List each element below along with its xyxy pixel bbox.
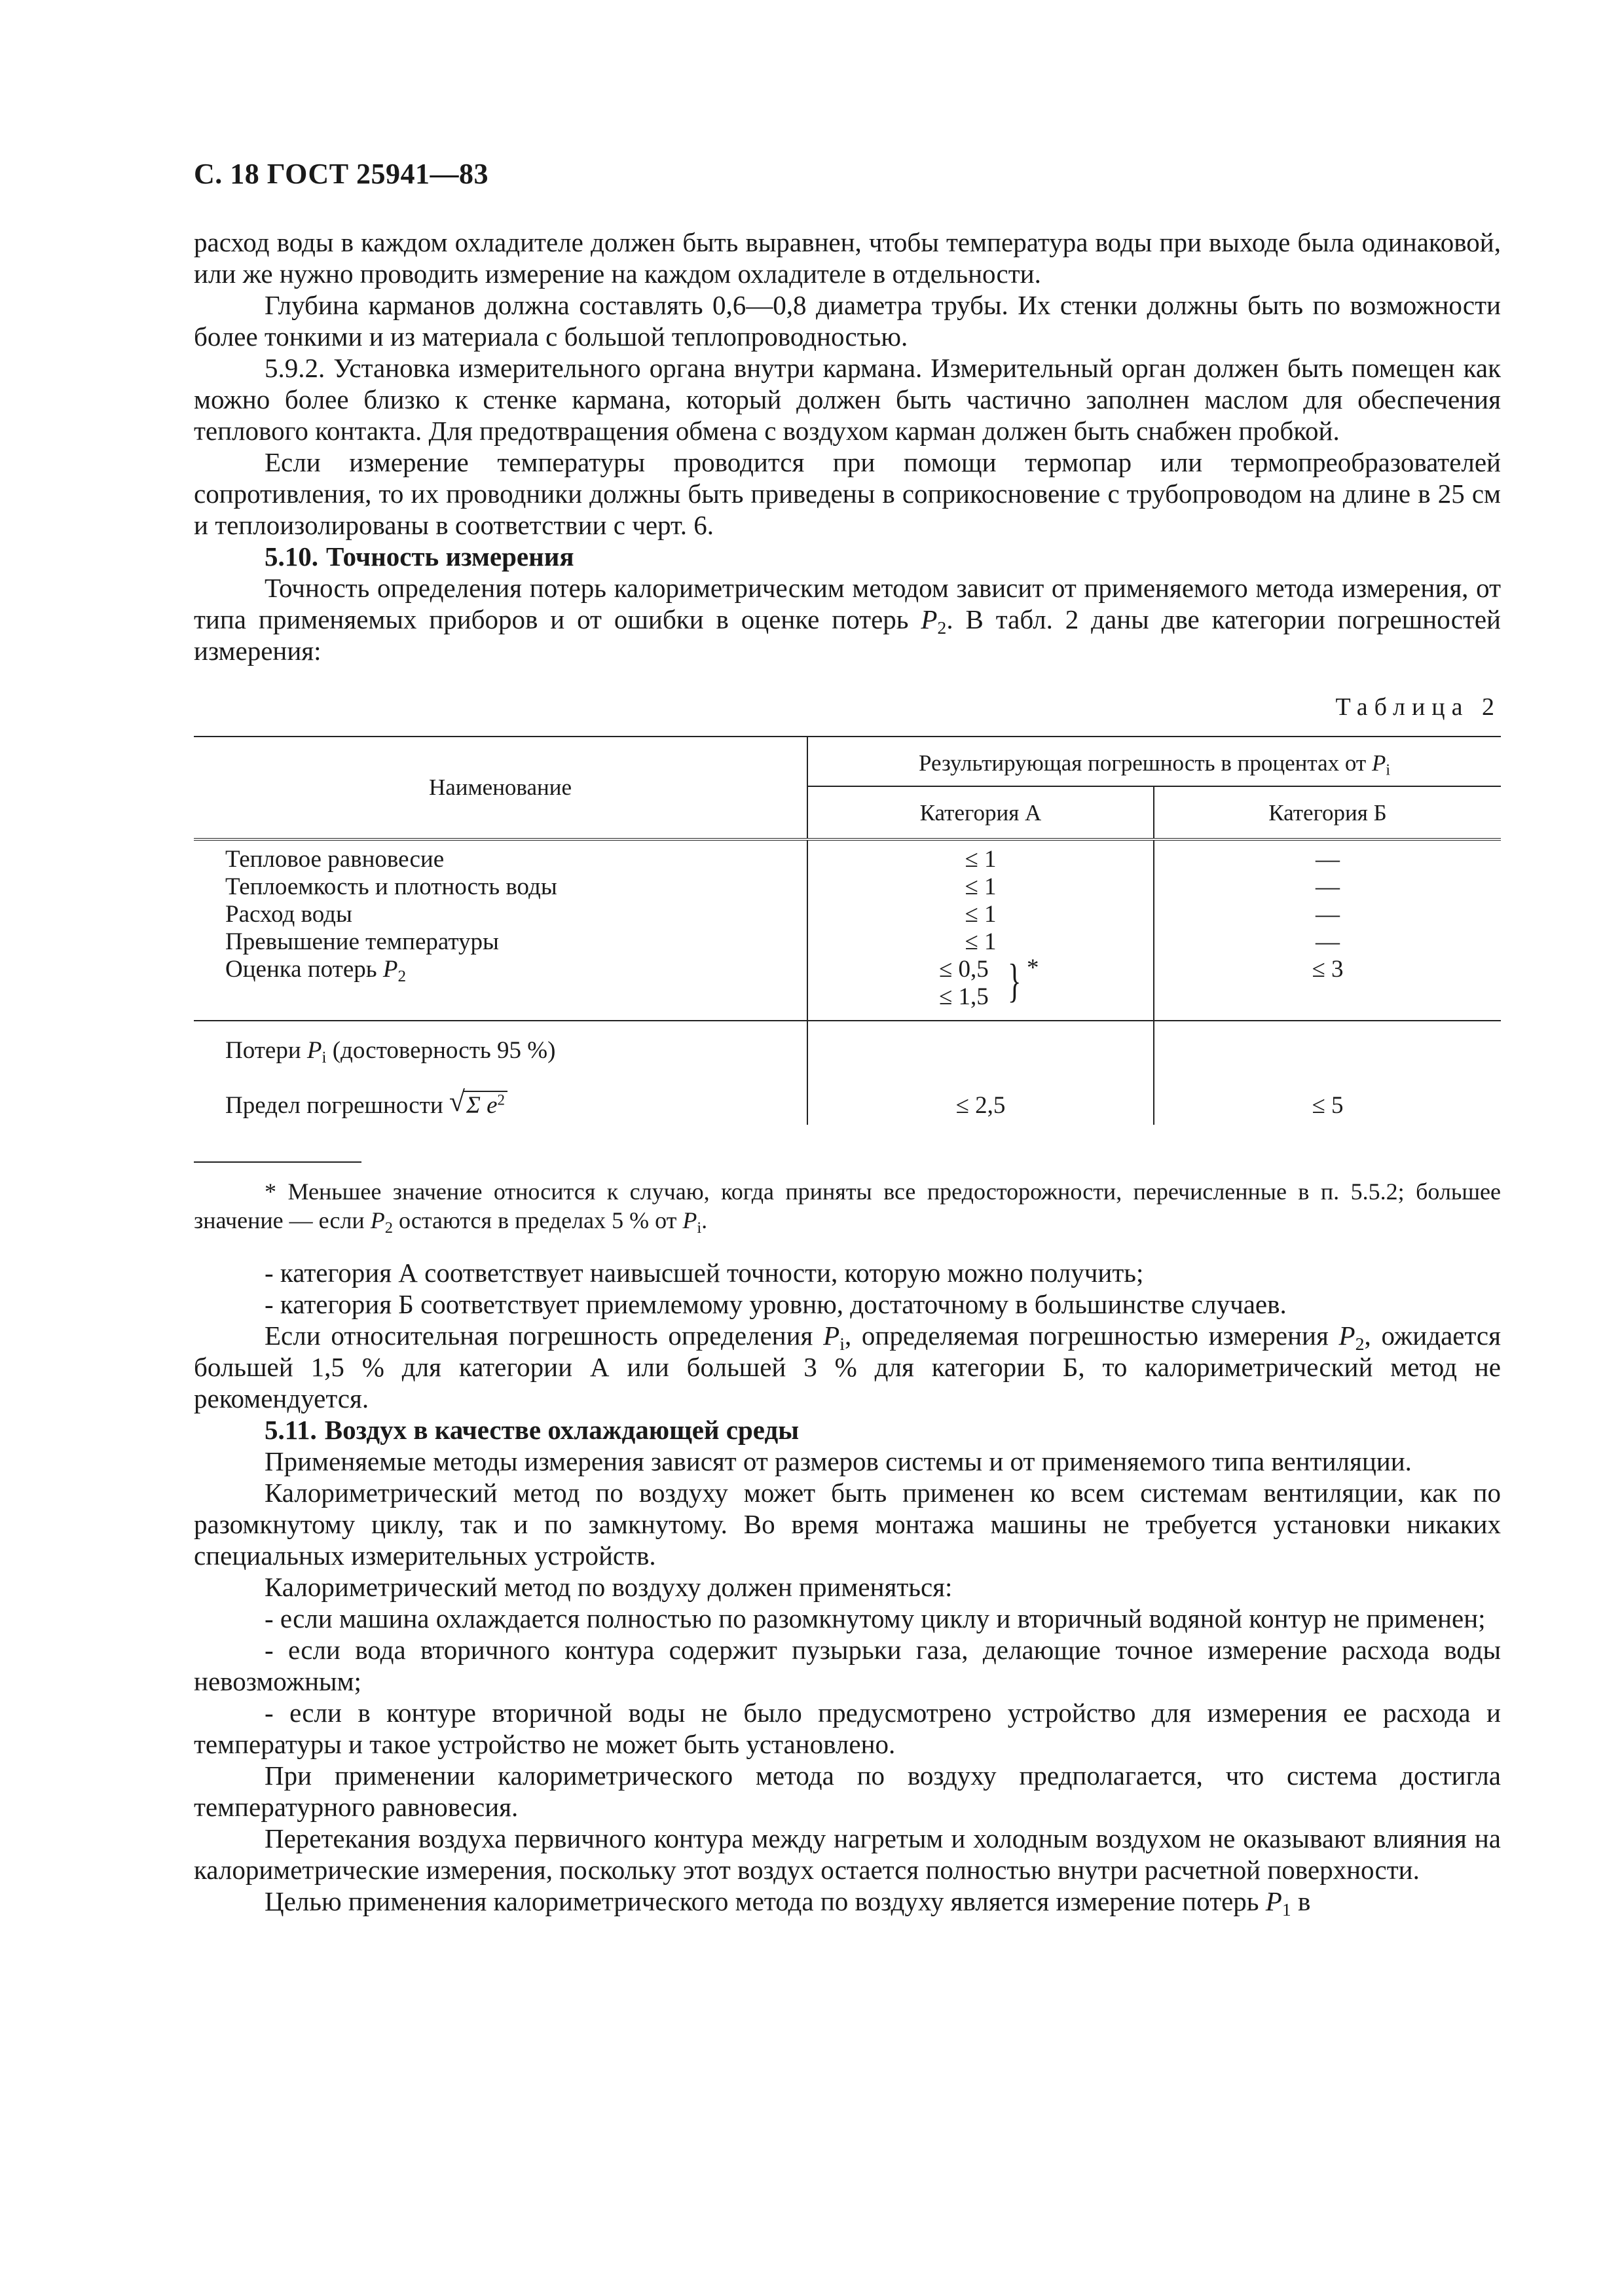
goal-var: P (1265, 1886, 1282, 1916)
losses-var: P (306, 1037, 322, 1064)
footnote-sub1: 2 (384, 1218, 393, 1237)
row-name: Превышение температуры (225, 928, 499, 955)
names-column (194, 841, 808, 1020)
accuracy-text-2: . В табл. 2 даны две категории погрешностей измерения: (194, 604, 1501, 666)
cell-a: ≤ 1 (965, 873, 997, 900)
category-a-note: - категория А соответствует наивысшей точности, которую можно получить; (265, 1258, 1144, 1288)
rel-sub1: i (839, 1334, 845, 1355)
losses-var-sub: i (322, 1049, 327, 1067)
rel-var1: P (823, 1321, 840, 1351)
cell-a: ≤ 1 (965, 846, 997, 873)
limit-text: Предел погрешности (225, 1092, 449, 1119)
paragraph-accuracy (194, 572, 1501, 666)
section-511-heading (194, 1414, 1501, 1446)
header-group-sub: i (1386, 761, 1390, 779)
spacer (808, 1066, 1153, 1091)
totals-b (1154, 1021, 1501, 1125)
paragraph-air-apply: Калориметрический метод по воздуху должен применяться: (265, 1572, 953, 1602)
losses-label (225, 1036, 807, 1066)
paragraph-water-flow: расход воды в каждом охладителе должен быть выравнен, чтобы температура воды при выходе была одинаковой, или же нужно проводить измерение на каждом охладителе в отдельности. (194, 227, 1501, 289)
limit-label (225, 1085, 807, 1121)
category-b-column (1154, 841, 1501, 1020)
apply-item-2: - если вода вторичного контура содержит пузырьки газа, делающие точное измерение расхода воды невозможным; (194, 1635, 1501, 1696)
header-category-b: Категория Б (1268, 800, 1387, 826)
footnote-star: * (1027, 955, 1039, 981)
row-name: Теплоемкость и плотность воды (225, 873, 557, 900)
limit-a: ≤ 2,5 (955, 1092, 1006, 1119)
section-510-number: 5.10. (265, 541, 318, 572)
header-result-group (808, 737, 1501, 787)
table-body (194, 841, 1501, 1125)
paragraph-equilibrium: При применении калориметрического метода по воздуху предполагается, что система достигла температурного равновесия. (194, 1760, 1501, 1822)
header-name: Наименование (194, 737, 808, 838)
footnote-text-3: . (701, 1207, 708, 1233)
losses-text-1: Потери (225, 1037, 307, 1064)
apply-item-3: - если в контуре вторичной воды не было предусмотрено устройство для измерения ее расхода и температуры и такое устройство не может быть установлено. (194, 1698, 1501, 1759)
footnote-rule (194, 1161, 361, 1163)
cell-a-loss-2: ≤ 1,5 (939, 983, 989, 1010)
spacer (1154, 1066, 1501, 1091)
limit-b: ≤ 5 (1312, 1092, 1344, 1119)
cell-a-loss-1: ≤ 0,5 (939, 956, 989, 983)
footnote (194, 1177, 1501, 1235)
table-header (194, 736, 1501, 841)
limit-sup: 2 (497, 1091, 506, 1108)
cell-a: ≤ 1 (965, 901, 997, 928)
header-group-text: Результирующая погрешность в процентах от (919, 750, 1372, 776)
sqrt-sign-icon: √ (449, 1085, 466, 1118)
rel-var2: P (1338, 1321, 1355, 1351)
rel-text-1: Если относительная погрешность определения (265, 1321, 824, 1351)
cell-b-loss: ≤ 3 (1312, 956, 1344, 983)
section-511-number: 5.11. (265, 1415, 317, 1445)
rel-sub2: 2 (1355, 1334, 1365, 1355)
footnote-sub2: i (697, 1218, 702, 1237)
cell-b: — (1316, 873, 1340, 900)
spacer (1154, 1036, 1501, 1066)
category-b-note: - категория Б соответствует приемлемому уровню, достаточному в большинстве случаев. (265, 1289, 1287, 1319)
footnote-var2: P (682, 1207, 697, 1233)
loss-var: P (382, 956, 398, 983)
paragraph-goal (194, 1886, 1501, 1920)
header-group-var: P (1371, 750, 1386, 776)
spacer (808, 1036, 1153, 1066)
cell-a-loss-group (808, 956, 1153, 1011)
footnote-var1: P (370, 1207, 385, 1233)
section-510-heading (194, 541, 1501, 572)
totals-names (194, 1021, 808, 1125)
paragraph-relative-error (194, 1320, 1501, 1414)
loss-name-text: Оценка потерь (225, 956, 383, 983)
cell-b: — (1316, 928, 1340, 955)
paragraph-pocket-depth: Глубина карманов должна составлять 0,6—0,8 диаметра трубы. Их стенки должны быть по возможности более тонкими и из материала с большой теплопроводностью. (194, 290, 1501, 352)
page-header: С. 18 ГОСТ 25941—83 (194, 158, 489, 190)
paragraph-air-method: Калориметрический метод по воздуху может быть применен ко всем системам вентиляции, как по разомкнутому циклу, так и по замкнутому. Во время монтажа машины не требуется установки никаких специальных измерительных устройств. (194, 1478, 1501, 1571)
rel-text-2: , определяемая погрешностью измерения (844, 1321, 1339, 1351)
document-page (194, 155, 1501, 1920)
cell-a: ≤ 1 (965, 928, 997, 955)
cell-b-empty (1154, 983, 1501, 1011)
footnote-text-1: * Меньшее значение относится к случаю, когда приняты все предосторожности, перечисленные в п. 5.5.2; большее значение — если (194, 1178, 1501, 1233)
spacer (225, 1066, 807, 1091)
row-name: Тепловое равновесие (225, 846, 445, 873)
rel-text-3: , ожидается большей 1,5 % для категории А или большей 3 % для категории Б, то калориметрический метод не рекомендуется. (194, 1321, 1501, 1413)
brace-glyph: } (1007, 955, 1022, 1007)
losses-text-2: (достоверность 95 %) (326, 1037, 556, 1064)
cell-b: — (1316, 901, 1340, 928)
sqrt-formula (449, 1085, 507, 1121)
row-name: Расход воды (225, 901, 352, 928)
category-a-column (808, 841, 1154, 1020)
paragraph-air-flow: Перетекания воздуха первичного контура между нагретым и холодным воздухом не оказывают влияния на калориметрические измерения, поскольку этот воздух остается полностью внутри расчетной поверхности. (194, 1823, 1501, 1885)
goal-text-2: в (1291, 1886, 1311, 1916)
header-category-a: Категория А (808, 787, 1154, 838)
paragraph-methods: Применяемые методы измерения зависят от размеров системы и от применяемого типа вентиляции. (265, 1446, 1412, 1476)
loss-var-sub: 2 (397, 968, 407, 986)
goal-sub: 1 (1281, 1899, 1291, 1920)
goal-text-1: Целью применения калориметрического метода по воздуху является измерение потерь (265, 1886, 1266, 1916)
accuracy-text-1: Точность определения потерь калориметрическим методом зависит от применяемого метода измерения, от типа применяемых приборов и от ошибки в оценке потерь (194, 573, 1501, 634)
error-table (194, 736, 1501, 1125)
section-511-title: Воздух в качестве охлаждающей среды (324, 1415, 800, 1445)
cell-b: — (1316, 846, 1340, 873)
apply-item-1: - если машина охлаждается полностью по разомкнутому циклу и вторичный водяной контур не применен; (265, 1603, 1486, 1633)
table-caption: Таблица 2 (1335, 693, 1501, 721)
section-510-title: Точность измерения (326, 541, 574, 572)
paragraph-592: 5.9.2. Установка измерительного органа внутри кармана. Измерительный орган должен быть помещен как можно более близко к стенке кармана, который должен быть частично заполнен маслом для обеспечения теплового контакта. Для предотвращения обмена с воздухом карман должен быть снабжен пробкой. (194, 353, 1501, 446)
paragraph-thermocouples: Если измерение температуры проводится при помощи термопар или термопреобразователей сопротивления, то их проводники должны быть приведены в соприкосновение с трубопроводом на длине в 25 см и теплоизолированы в соответствии с черт. 6. (194, 447, 1501, 540)
accuracy-var: P (921, 604, 938, 634)
limit-formula: Σ e (466, 1092, 498, 1119)
totals-a (808, 1021, 1154, 1125)
footnote-text-2: остаются в пределах 5 % от (392, 1207, 683, 1233)
row-name-loss-estimate (225, 956, 807, 986)
sqrt-body (464, 1091, 507, 1119)
row-name-empty (225, 983, 807, 1011)
accuracy-var-sub: 2 (937, 617, 947, 638)
